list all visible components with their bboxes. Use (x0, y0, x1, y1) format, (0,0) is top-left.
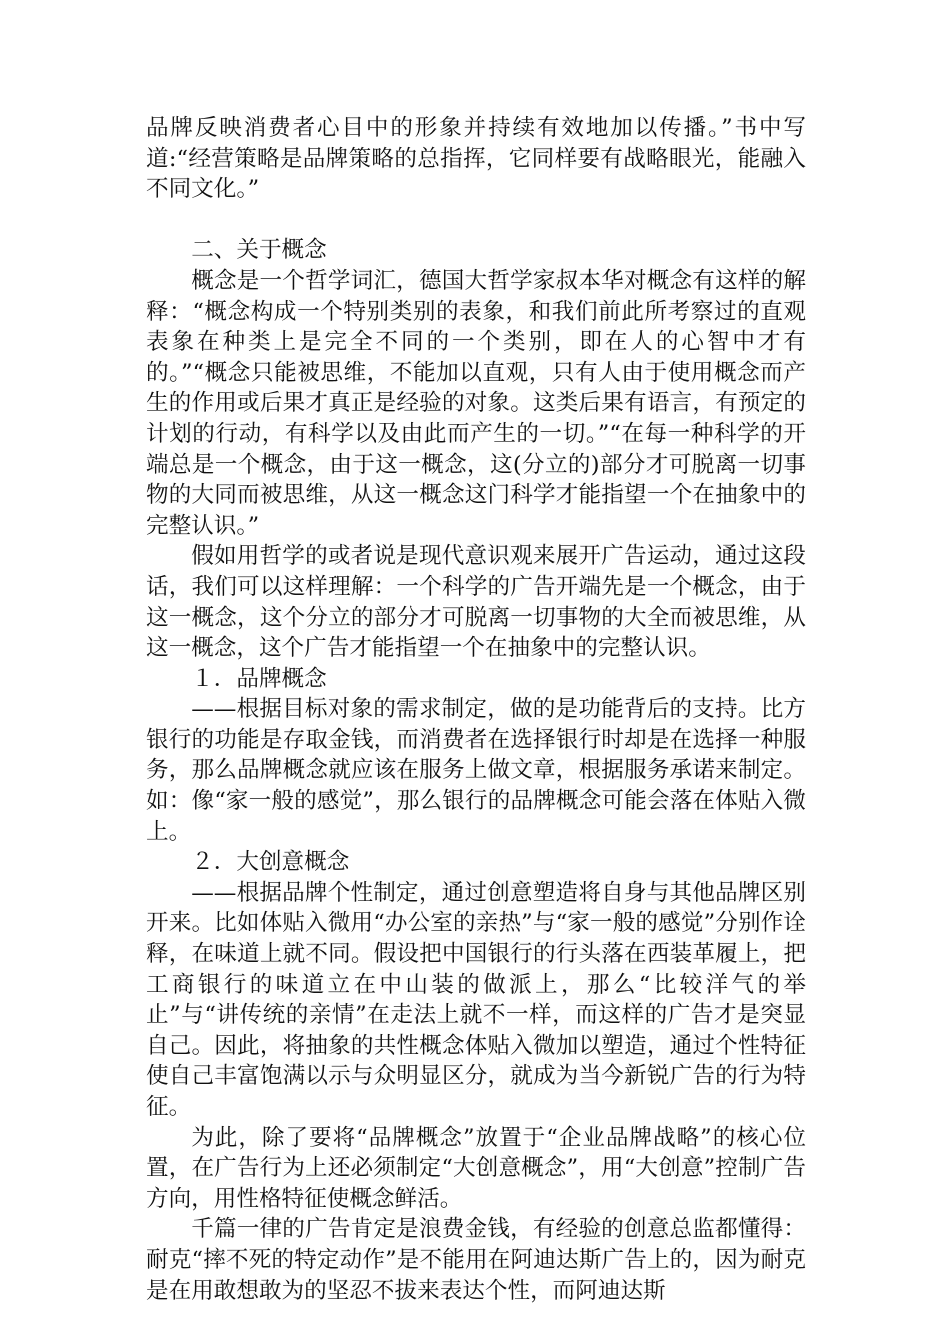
paragraph-brand-concept: ——根据目标对象的需求制定，做的是功能背后的支持。比方银行的功能是存取金钱，而消费者在选择银行时却是在选择一种服务，那么品牌概念就应该在服务上做文章，根据服务承诺来制定。如：像“家一般的感觉”，那么银行的品牌概念可能会落在体贴入微上。 (146, 696, 806, 845)
paragraph-continued: 品牌反映消费者心目中的形象并持续有效地加以传播。”书中写道:“经营策略是品牌策略的总指挥，它同样要有战略眼光，能融入不同文化。” (146, 115, 806, 203)
paragraph-gap (146, 205, 806, 236)
paragraph-strategy: 为此，除了要将“品牌概念”放置于“企业品牌战略”的核心位置，在广告行为上还必须制定“大创意概念”，用“大创意”控制广告方向，用性格特征使概念鲜活。 (146, 1124, 806, 1212)
subheading-brand-concept: １．品牌概念 (191, 665, 327, 692)
section-heading-concepts: 二、关于概念 (191, 237, 327, 264)
document-page (146, 113, 806, 1306)
paragraph-big-idea-concept: ——根据品牌个性制定，通过创意塑造将自身与其他品牌区别开来。比如体贴入微用“办公室的亲热”与“家一般的感觉”分别作诠释，在味道上就不同。假设把中国银行的行头落在西装革履上，把工商银行的味道立在中山装的做派上，那么“比较洋气的举止”与“讲传统的亲情”在走法上就不一样，而这样的广告才是突显自己。因此，将抽象的共性概念体贴入微加以塑造，通过个性特征使自己丰富饱满以示与众明显区分，就成为当今新锐广告的行为特征。 (146, 879, 806, 1120)
paragraph-philosophy-advertising: 假如用哲学的或者说是现代意识观来展开广告运动，通过这段话，我们可以这样理解：一个科学的广告开端先是一个概念，由于这一概念，这个分立的部分才可脱离一切事物的大全而被思维，从这一概念，这个广告才能指望一个在抽象中的完整认识。 (146, 543, 806, 662)
paragraph-schopenhauer: 概念是一个哲学词汇，德国大哲学家叔本华对概念有这样的解释：“概念构成一个特别类别的表象，和我们前此所考察过的直观表象在种类上是完全不同的一个类别，即在人的心智中才有的。”“概念只能被思维，不能加以直观，只有人由于使用概念而产生的作用或后果才真正是经验的对象。这类后果有语言，有预定的计划的行动，有科学以及由此而产生的一切。”“在每一种科学的开端总是一个概念，由于这一概念，这(分立的)部分才可脱离一切事物的大同而被思维，从这一概念这门科学才能指望一个在抽象中的完整认识。” (146, 267, 806, 539)
subheading-big-idea-concept: ２．大创意概念 (191, 849, 350, 876)
paragraph-nike-adidas: 千篇一律的广告肯定是浪费金钱，有经验的创意总监都懂得：耐克“摔不死的特定动作”是不能用在阿迪达斯广告上的，因为耐克是在用敢想敢为的坚忍不拔来表达个性，而阿迪达斯 (146, 1216, 806, 1304)
